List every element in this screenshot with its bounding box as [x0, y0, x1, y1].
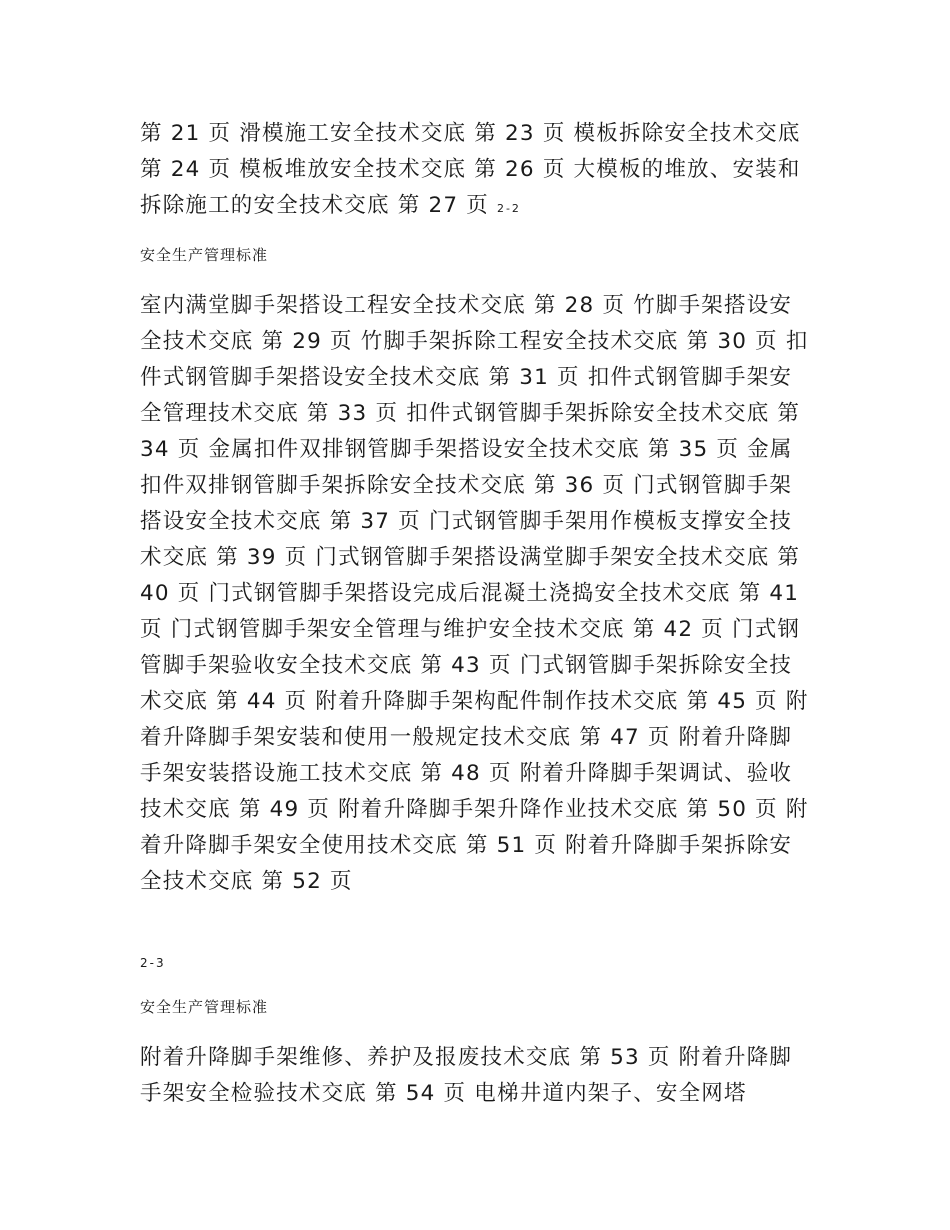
section-header-2: 安全生产管理标准: [140, 998, 269, 1016]
paragraph-toc-3: 附着升降脚手架维修、养护及报废技术交底 第 53 页 附着升降脚手架安全检验技术交底 第 54 页 电梯井道内架子、安全网塔: [140, 1045, 793, 1106]
paragraph-toc-1: [140, 116, 812, 227]
page-marker-2: 2-3: [140, 956, 166, 970]
paragraph-toc-2: 室内满堂脚手架搭设工程安全技术交底 第 28 页 竹脚手架搭设安全技术交底 第 29 页 竹脚手架拆除工程安全技术交底 第 30 页 扣件式钢管脚手架搭设安全技术交底 第 31 页 扣件式钢管脚手架安全管理技术交底 第 33 页 扣件式钢管脚手架拆除安全技术交底 第 34 页 金属扣件双排钢管脚手架搭设安全技术交底 第 35 页 金属扣件双排钢管脚手架拆除安全技术交底 第 36 页 门式钢管脚手架搭设安全技术交底 第 37 页 门式钢管脚手架用作模板支撑安全技术交底 第 39 页 门式钢管脚手架搭设满堂脚手架安全技术交底 第 40 页 门式钢管脚手架搭设完成后混凝土浇捣安全技术交底 第 41 页 门式钢管脚手架安全管理与维护安全技术交底 第 42 页 门式钢管脚手架验收安全技术交底 第 43 页 门式钢管脚手架拆除安全技术交底 第 44 页 附着升降脚手架构配件制作技术交底 第 45 页 附着升降脚手架安装和使用一般规定技术交底 第 47 页 附着升降脚手架安装搭设施工技术交底 第 48 页 附着升降脚手架调试、验收技术交底 第 49 页 附着升降脚手架升降作业技术交底 第 50 页 附着升降脚手架安全使用技术交底 第 51 页 附着升降脚手架拆除安全技术交底 第 52 页: [140, 293, 809, 894]
page-marker-1: 2-2: [496, 202, 521, 215]
toc-entries-1: 第 21 页 滑模施工安全技术交底 第 23 页 模板拆除安全技术交底 第 24 页 模板堆放安全技术交底 第 26 页 大模板的堆放、安装和拆除施工的安全技术交底 第 27 页: [140, 121, 801, 218]
section-header-1: 安全生产管理标准: [140, 246, 269, 264]
